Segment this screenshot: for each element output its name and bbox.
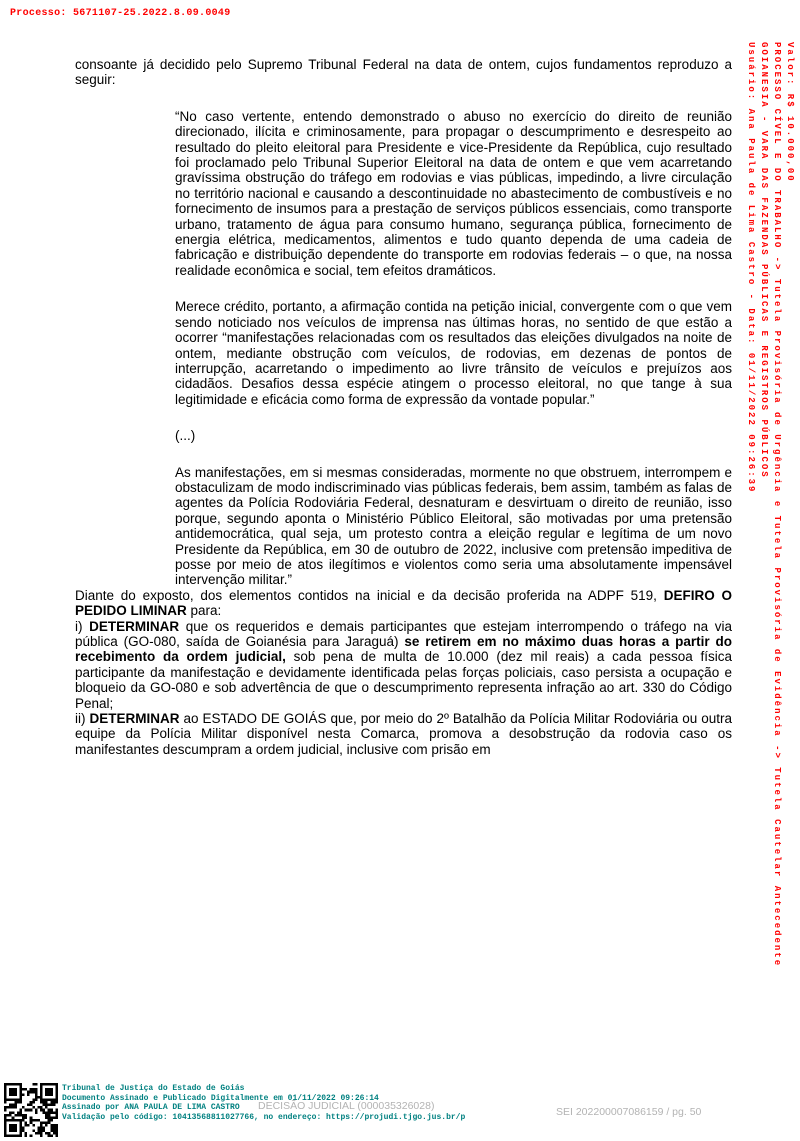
footer-validation: Validação pelo código: 10413568811027766, no endereço: https://projudi.tjgo.jus.br/p (62, 1112, 466, 1122)
footer-signer: Assinado por ANA PAULA DE LIMA CASTRO (62, 1103, 240, 1113)
quote-paragraph-1: “No caso vertente, entendo demonstrado o abuso no exercício do direito de reunião direcionado, ilícita e criminosamente, para propagar o descumprimento e desrespeito ao resultado do pleito eleitoral para Presidente e vice-Presidente da República, cujo resultado foi proclamado pelo Tribunal Superior Eleitoral na data de ontem e que vem acarretando gravíssima obstrução do tráfego em rodovias e vias públicas, impedindo, a livre circulação no território nacional e causando a descontinuidade no abastecimento de combustíveis e no fornecimento de insumos para a prestação de serviços públicos essenciais, como transporte urbano, tratamento de água para consumo humano, segurança pública, fornecimento de energia elétrica, medicamentos, alimentos e tudo quanto dependa de uma cadeia de fabricação e distribuição dependente do transporte em rodovias federais – o que, na nossa realidade econômica e social, tem efeitos dramáticos. (175, 108, 732, 278)
intro-paragraph: consoante já decidido pelo Supremo Tribunal Federal na data de ontem, cujos fundamentos reproduzo a seguir: (75, 57, 732, 88)
sidebar-line-valor: Valor: R$ 10.000,00 (785, 42, 795, 183)
quote-ellipsis: (...) (175, 428, 196, 444)
signature-footer (0, 1082, 800, 1141)
footer-signed-date: Documento Assinado e Publicado Digitalmente em 01/11/2022 09:26:14 (62, 1093, 379, 1103)
signature-footer-lines (62, 1084, 465, 1122)
sidebar-line-usuario: Usuário: Ana Paula de Lima Castro - Data: 01/11/2022 09:26:39 (746, 42, 756, 494)
process-number-header: Processo: 5671107-25.2022.8.09.0049 (10, 8, 231, 19)
decision-intro-paragraph: Diante do exposto, dos elementos contidos na inicial e da decisão proferida na ADPF 519, DEFIRO O PEDIDO LIMINAR para: (75, 587, 732, 619)
order-item-ii: ii) DETERMINAR ao ESTADO DE GOIÁS que, por meio do 2º Batalhão da Polícia Militar Rodoviária ou outra equipe da Polícia Militar disponível nesta Comarca, promova a desobstrução da rodovia caso os manifestantes descumpram a ordem judicial, inclusive com prisão em (75, 711, 732, 757)
sidebar-line-classe: PROCESSO CÍVEL E DO TRABALHO -> Tutela Provisória de Urgência e Tutela Provisória de Evidência -> Tutela Cautelar Antecedente (772, 42, 782, 968)
quote-paragraph-2: Merece crédito, portanto, a afirmação contida na petição inicial, convergente com o que vem sendo noticiado nos veículos de imprensa nas últimas horas, no sentido de que estão a ocorrer “manifestações relacionadas com os resultados das eleições divulgados na noite de ontem, mediante obstrução com veículos, de rodovias, em dezenas de pontos de interrupção, acarretando o impedimento ao livre trânsito de veículos e prejuízos aos cidadãos. Desafios dessa espécie atingem o processo eleitoral, no que tange à sua legitimidade e eficácia como forma de expressão da vontade popular.” (175, 299, 732, 407)
case-metadata-sidebar (744, 42, 796, 1087)
decision-body (75, 57, 732, 757)
footer-court-name: Tribunal de Justiça do Estado de Goiás (62, 1084, 245, 1093)
stf-quote-block (175, 109, 732, 588)
sei-document-watermark: DECISÃO JUDICIAL (000035326028) (258, 1100, 435, 1112)
order-item-i: i) DETERMINAR que os requeridos e demais participantes que estejam interrompendo o tráfego na via pública (GO-080, saída de Goianésia para Jaraguá) se retirem em no máximo duas horas a partir do recebimento da ordem judicial, sob pena de multa de 10.000 (dez mil reais) a cada pessoa física participante da manifestação e devidamente identificada pelas forças policiais, caso persista a ocupação e bloqueio da GO-080 e sob advertência de que o descumprimento representa infração ao art. 330 do Código Penal; (75, 618, 732, 711)
qr-code (4, 1083, 58, 1137)
sidebar-line-vara: GOIANESIA - VARA DAS FAZENDAS PÚBLICAS E REGISTROS PÚBLICOS (759, 42, 769, 479)
quote-paragraph-3: As manifestações, em si mesmas consideradas, mormente no que obstruem, interrompem e obstaculizam de modo indiscriminado vias públicas federais, bem assim, também as falas de agentes da Polícia Rodoviária Federal, desnaturam e desvirtuam o direito de reunião, isso porque, segundo aponta o Ministério Público Eleitoral, são motivadas por uma pretensão antidemocrática, qual seja, um protesto contra a eleição regular e legítima de um novo Presidente da República, em 30 de outubro de 2022, inclusive com pretensão impeditiva de posse por meio de atos ilegítimos e violentos como seria uma absolutamente impensável intervenção militar.” (175, 464, 732, 588)
sei-page-watermark: SEI 202200007086159 / pg. 50 (556, 1106, 702, 1118)
